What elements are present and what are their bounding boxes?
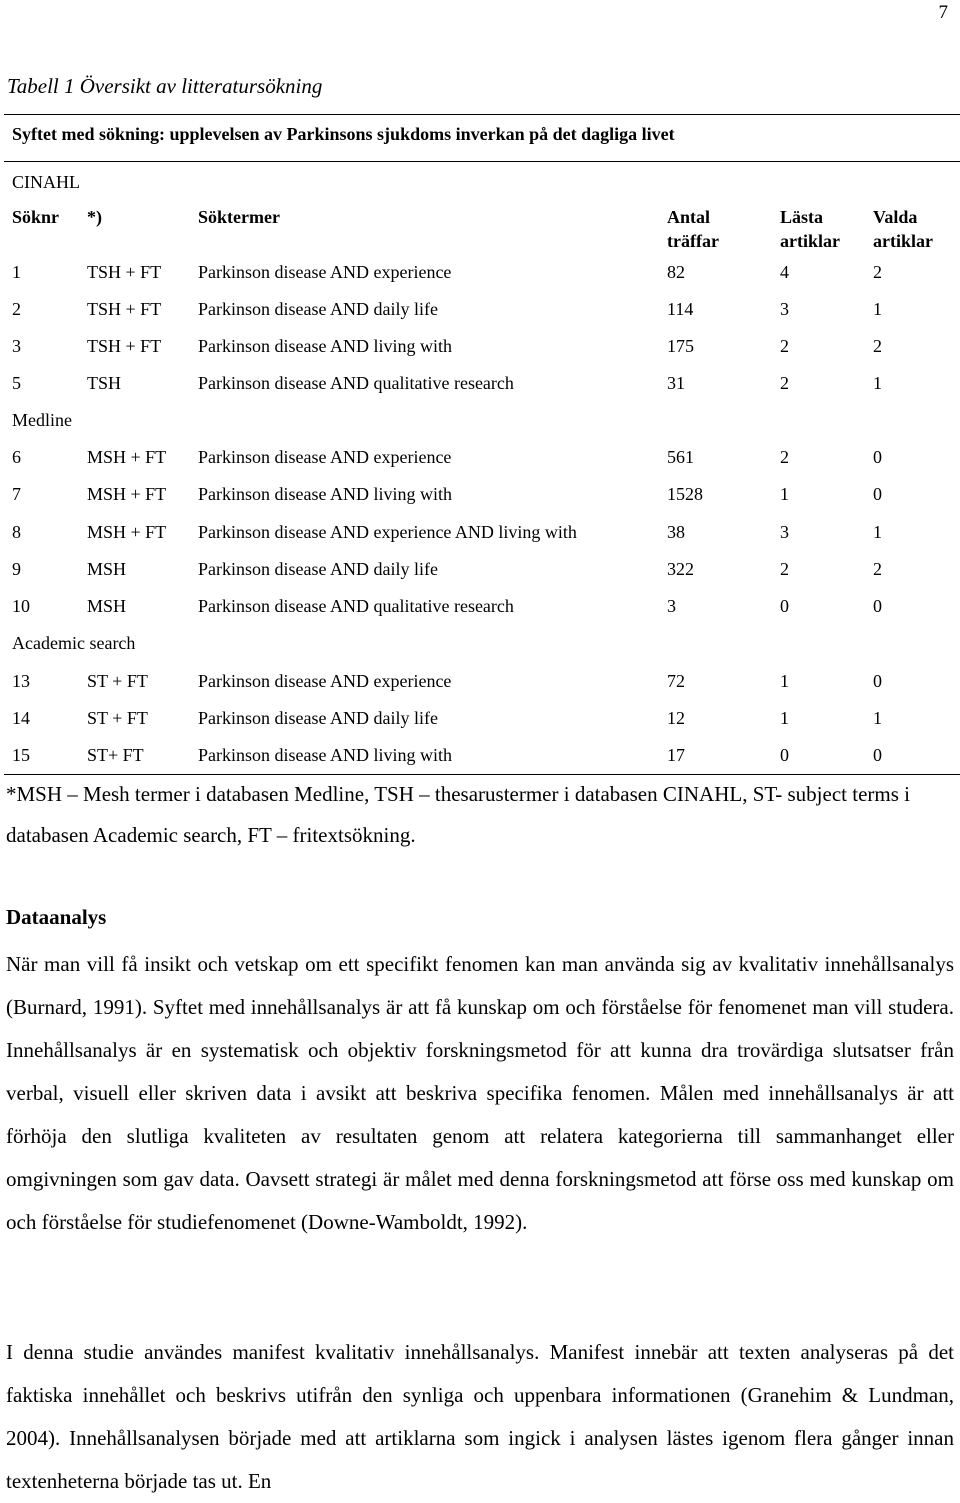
cell-type: ST+ FT [87,745,144,765]
cell-chosen: 2 [873,336,882,356]
header-read [780,205,840,253]
cell-type: TSH [87,373,122,393]
header-soknr: Söknr [12,207,60,227]
cell-type: MSH + FT [87,447,167,467]
cell-type: MSH + FT [87,484,167,504]
cell-hits: 38 [667,522,685,542]
cell-read: 1 [780,671,789,691]
section-label-academic-search: Academic search [12,633,136,653]
paragraph: När man vill få insikt och vetskap om ett specifikt fenomen kan man använda sig av kvalitativ innehållsanalys (Burnard, 1991). Syftet med innehållsanalys är att få kunskap om och förståelse för fenomenet man vill studera. Innehållsanalys är en systematisk och objektiv forskningsmetod för att kunna dra trovärdiga slutsatser från verbal, visuell eller skriven data i avsikt att beskriva specifika fenomen. Målen med innehållsanalys är att förhöja den slutliga kvaliteten av resultaten genom att relatera kategorierna till sammanhanget eller omgivningen som gav data. Oavsett strategi är målet med denna forskningsmetod att förse oss med kunskap om och förståelse för studiefenomenet (Downe-Wamboldt, 1992). [6,952,954,1234]
cell-type: MSH + FT [87,522,167,542]
cell-chosen: 1 [873,708,882,728]
cell-terms: Parkinson disease AND daily life [198,299,438,319]
cell-hits: 31 [667,373,685,393]
header-hits-line1: Antal [667,207,711,227]
cell-chosen: 2 [873,559,882,579]
cell-chosen: 0 [873,447,882,467]
table-caption: Tabell 1 Översikt av litteratursökning [7,74,323,98]
cell-read: 2 [780,373,789,393]
cell-nr: 15 [12,745,30,765]
cell-hits: 82 [667,262,685,282]
cell-read: 2 [780,447,789,467]
cell-chosen: 1 [873,299,882,319]
header-hits-line2: träffar [667,231,719,251]
cell-read: 2 [780,559,789,579]
section-label-cinahl: CINAHL [12,172,80,192]
cell-hits: 322 [667,559,694,579]
cell-read: 4 [780,262,789,282]
cell-chosen: 2 [873,262,882,282]
cell-chosen: 0 [873,671,882,691]
purpose-rule [4,161,960,162]
cell-hits: 12 [667,708,685,728]
cell-chosen: 0 [873,596,882,616]
cell-type: MSH [87,596,127,616]
cell-hits: 72 [667,671,685,691]
cell-hits: 1528 [667,484,703,504]
cell-type: TSH + FT [87,262,162,282]
cell-nr: 9 [12,559,21,579]
cell-nr: 7 [12,484,21,504]
cell-terms: Parkinson disease AND qualitative research [198,596,514,616]
header-read-line1: Lästa [780,207,824,227]
cell-type: TSH + FT [87,336,162,356]
cell-nr: 1 [12,262,21,282]
cell-terms: Parkinson disease AND experience [198,262,452,282]
cell-nr: 10 [12,596,30,616]
cell-chosen: 0 [873,484,882,504]
cell-read: 1 [780,484,789,504]
table-footnote: *MSH – Mesh termer i databasen Medline, TSH – thesarustermer i databasen CINAHL, ST- subject terms i databasen Academic search, FT – fritextsökning. [6,782,910,847]
header-type: *) [87,207,102,227]
cell-hits: 17 [667,745,685,765]
section-label-medline: Medline [12,410,72,430]
cell-terms: Parkinson disease AND experience [198,671,452,691]
cell-hits: 3 [667,596,676,616]
paragraph: I denna studie användes manifest kvalitativ innehållsanalys. Manifest innebär att texten analyseras på det faktiska innehållet och beskrivs utifrån den synliga och uppenbara informationen (Granehim & Lundman, 2004). Innehållsanalysen började med att artiklarna som ingick i analysen lästes igenom flera gånger innan textenheterna började tas ut. En [6,1340,954,1493]
cell-hits: 561 [667,447,694,467]
section-heading: Dataanalys [6,905,107,929]
cell-read: 0 [780,596,789,616]
cell-chosen: 1 [873,373,882,393]
cell-chosen: 0 [873,745,882,765]
cell-nr: 2 [12,299,21,319]
search-purpose: Syftet med sökning: upplevelsen av Parkinsons sjukdoms inverkan på det dagliga livet [12,124,675,144]
cell-type: ST + FT [87,708,148,728]
cell-hits: 114 [667,299,694,319]
cell-nr: 6 [12,447,21,467]
cell-terms: Parkinson disease AND daily life [198,708,438,728]
cell-terms: Parkinson disease AND qualitative research [198,373,514,393]
cell-read: 0 [780,745,789,765]
header-chosen-line2: artiklar [873,231,933,251]
cell-nr: 3 [12,336,21,356]
cell-nr: 5 [12,373,21,393]
cell-nr: 14 [12,708,30,728]
header-chosen [873,205,933,253]
cell-read: 3 [780,299,789,319]
cell-nr: 13 [12,671,30,691]
cell-nr: 8 [12,522,21,542]
cell-read: 3 [780,522,789,542]
page-number: 7 [938,2,948,23]
table-top-rule [4,114,960,115]
cell-chosen: 1 [873,522,882,542]
cell-terms: Parkinson disease AND living with [198,745,452,765]
cell-read: 1 [780,708,789,728]
header-hits [667,205,719,253]
cell-type: ST + FT [87,671,148,691]
cell-terms: Parkinson disease AND daily life [198,559,438,579]
cell-type: MSH [87,559,127,579]
cell-terms: Parkinson disease AND living with [198,336,452,356]
cell-hits: 175 [667,336,694,356]
cell-terms: Parkinson disease AND living with [198,484,452,504]
header-chosen-line1: Valda [873,207,918,227]
cell-terms: Parkinson disease AND experience [198,447,452,467]
header-search-terms: Söktermer [198,207,280,227]
cell-read: 2 [780,336,789,356]
cell-terms: Parkinson disease AND experience AND living with [198,522,577,542]
cell-type: TSH + FT [87,299,162,319]
header-read-line2: artiklar [780,231,840,251]
